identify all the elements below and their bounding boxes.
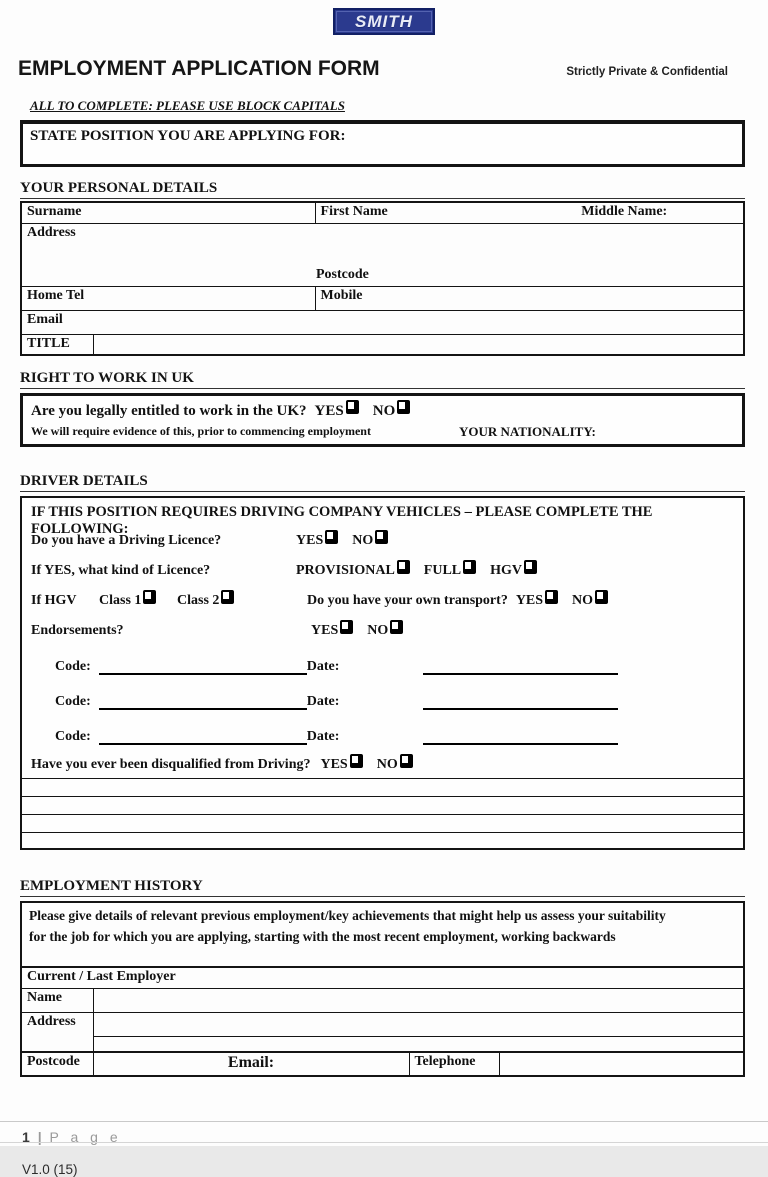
evidence-note: We will require evidence of this, prior to commencing employment [31,424,371,438]
driver-blank-row-1[interactable] [22,779,743,797]
personal-details-table [20,201,745,356]
nationality-field[interactable] [459,424,596,440]
first-name-field[interactable] [315,202,744,223]
rtw-yes-label: YES [314,402,344,419]
position-applying-field[interactable] [20,120,745,167]
first-name-label: First Name [320,204,388,219]
employment-history-intro-line2: for the job for which you are applying, starting with the most recent employment, working backwards [29,928,616,944]
driver-details-heading: DRIVER DETAILS [20,473,745,492]
mobile-label: Mobile [320,287,363,303]
code-input-line-3[interactable] [99,731,307,745]
page-label: P a g e [49,1129,122,1145]
rtw-no-checkbox[interactable] [397,400,410,414]
employer-email-field[interactable] [93,1052,409,1076]
page-number-separator: | [37,1129,42,1145]
employer-address-field-line1[interactable] [93,1012,744,1036]
employer-name-field[interactable] [93,988,744,1012]
endorsements-question: Endorsements? [31,623,124,638]
driver-blank-row-3[interactable] [22,815,743,833]
employer-telephone-field[interactable] [499,1052,744,1076]
confidential-note: Strictly Private & Confidential [566,66,728,78]
employer-address-label: Address [27,1013,76,1029]
transport-yes-checkbox[interactable] [545,590,558,604]
disqualified-question: Have you ever been disqualified from Driving? [31,756,311,772]
full-checkbox[interactable] [463,560,476,574]
surname-field[interactable] [21,202,315,223]
date-input-line-2[interactable] [423,696,618,710]
own-transport-question: Do you have your own transport? [307,593,508,608]
date-label-1: Date: [306,659,340,674]
code-date-row-1 [31,646,734,681]
employer-postcode-label: Postcode [27,1054,80,1069]
endorsements-yes-label: YES [311,623,339,638]
transport-no-checkbox[interactable] [595,590,608,604]
postcode-label: Postcode [316,266,369,282]
title-label-cell [21,334,93,355]
block-capitals-instruction: ALL TO COMPLETE: PLEASE USE BLOCK CAPITALS [30,98,345,113]
right-to-work-heading: RIGHT TO WORK IN UK [20,370,745,389]
version-label: V1.0 (15) [22,1162,78,1177]
title-field[interactable] [93,334,744,355]
nationality-label: YOUR NATIONALITY: [458,424,596,439]
full-label: FULL [423,563,462,578]
company-logo-text: SMITH [355,11,413,31]
class1-checkbox[interactable] [143,590,156,604]
title-label: TITLE [27,335,70,351]
licence-yes-label: YES [296,533,324,548]
address-field[interactable] [21,223,744,286]
home-tel-label: Home Tel [27,287,85,303]
code-input-line-1[interactable] [99,661,307,675]
disqualified-yes-checkbox[interactable] [350,754,363,768]
class1-label: Class 1 [99,593,142,608]
code-label-1: Code: [55,659,91,674]
rtw-no-label: NO [372,402,396,419]
employer-name-label: Name [27,989,62,1005]
if-hgv-label: If HGV [31,593,77,608]
header [18,57,728,81]
email-label: Email [27,311,63,327]
driving-licence-row [31,526,734,556]
page-number: 1 [22,1129,30,1145]
hgv-label: HGV [490,563,523,578]
transport-yes-label: YES [515,593,544,608]
provisional-label: PROVISIONAL [296,563,395,578]
code-date-row-2 [31,681,734,716]
transport-no-label: NO [572,593,594,608]
employer-telephone-label-cell [409,1052,499,1076]
current-employer-label: Current / Last Employer [27,969,176,984]
employer-address-field-line2[interactable] [93,1036,744,1052]
right-to-work-question: Are you legally entitled to work in the UK? [31,402,307,419]
right-to-work-box [20,393,745,447]
position-applying-label: STATE POSITION YOU ARE APPLYING FOR: [30,128,346,144]
endorsements-row [31,616,734,646]
employer-telephone-label: Telephone [414,1054,476,1069]
footer-divider [0,1121,768,1122]
date-label-2: Date: [306,694,340,709]
company-logo [333,8,435,35]
endorsements-no-label: NO [367,623,389,638]
driver-blank-row-4[interactable] [22,833,743,848]
middle-name-label: Middle Name: [581,204,668,219]
licence-no-checkbox[interactable] [375,530,388,544]
employer-name-label-cell [21,988,93,1012]
code-input-line-2[interactable] [99,696,307,710]
endorsements-no-checkbox[interactable] [390,620,403,634]
date-input-line-1[interactable] [423,661,618,675]
driver-intro: IF THIS POSITION REQUIRES DRIVING COMPANY VEHICLES – PLEASE COMPLETE THE FOLLOWING: [31,504,653,537]
rtw-yes-checkbox[interactable] [346,400,359,414]
personal-details-heading: YOUR PERSONAL DETAILS [20,180,745,199]
licence-kind-row [31,556,734,586]
endorsements-yes-checkbox[interactable] [340,620,353,634]
current-employer-row [21,967,744,988]
class2-checkbox[interactable] [221,590,234,604]
disqualified-row [22,751,743,779]
employment-history-heading: EMPLOYMENT HISTORY [20,878,745,897]
provisional-checkbox[interactable] [397,560,410,574]
employer-address-label-cell [21,1012,93,1052]
disqualified-yes-label: YES [320,756,348,772]
employment-history-intro-line1: Please give details of relevant previous employment/key achievements that might help us assess your suitability [29,908,666,923]
employment-history-table [20,901,745,1077]
licence-kind-question: If YES, what kind of Licence? [31,563,211,578]
bottom-divider [0,1142,768,1143]
home-tel-field[interactable] [21,286,315,310]
employer-email-label: Email: [227,1054,275,1071]
disqualified-no-label: NO [376,756,398,772]
licence-yes-checkbox[interactable] [325,530,338,544]
email-field[interactable] [21,310,744,334]
date-input-line-3[interactable] [423,731,618,745]
code-label-2: Code: [55,694,91,709]
driver-blank-row-2[interactable] [22,797,743,815]
code-date-row-3 [31,716,734,751]
employer-postcode-field[interactable] [21,1052,93,1076]
hgv-checkbox[interactable] [524,560,537,574]
code-label-3: Code: [55,729,91,744]
page-title: EMPLOYMENT APPLICATION FORM [18,57,380,80]
class2-label: Class 2 [177,593,220,608]
address-label: Address [27,224,76,240]
disqualified-no-checkbox[interactable] [400,754,413,768]
surname-label: Surname [27,204,82,219]
mobile-field[interactable] [315,286,744,310]
logo-bar [0,0,768,35]
employment-history-intro [21,902,744,967]
driver-details-box [20,496,745,850]
licence-no-label: NO [352,533,374,548]
driving-licence-question: Do you have a Driving Licence? [31,533,222,548]
date-label-3: Date: [306,729,340,744]
hgv-class-row [31,586,734,616]
